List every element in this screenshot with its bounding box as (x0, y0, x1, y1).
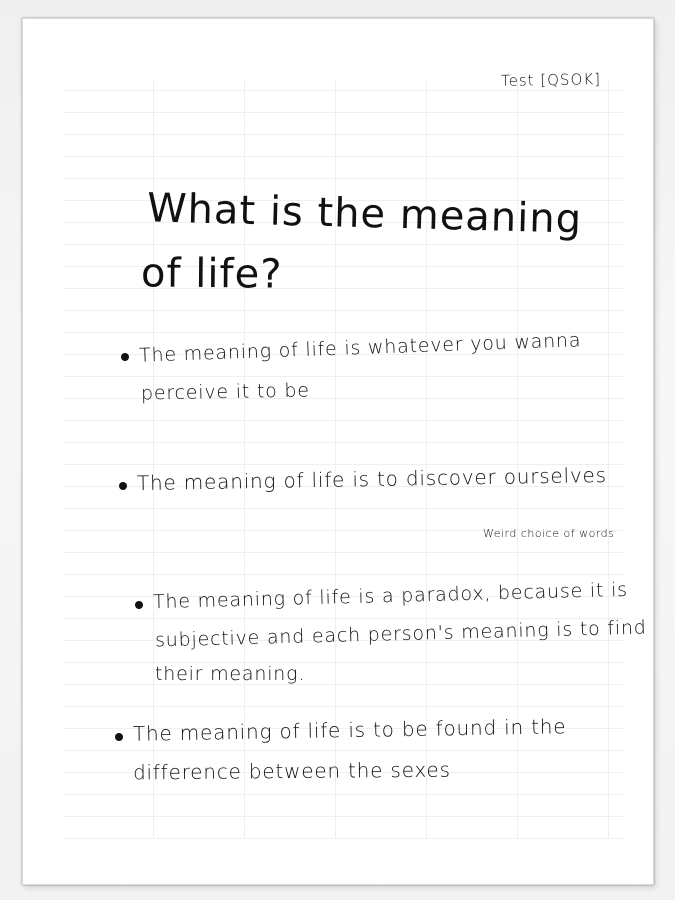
bullet-2-line-1: The meaning of life is to discover ourselves (136, 462, 608, 496)
bullet-4-line-2: difference between the sexes (132, 757, 451, 785)
page-title-line-1: What is the meaning (146, 185, 583, 243)
bullet-3-line-2: subjective and each person's meaning is to find (154, 616, 647, 652)
test-label: Test [QSOK] (500, 70, 602, 90)
bullet-point-1 (121, 353, 129, 361)
bullet-1-line-2: perceive it to be (140, 379, 310, 405)
bullet-point-3 (135, 601, 143, 609)
paper-sheet (22, 18, 654, 885)
bullet-4-line-1: The meaning of life is to be found in the (132, 714, 567, 746)
bullet-3-line-3: their meaning. (155, 663, 306, 685)
bullet-point-4 (115, 733, 123, 741)
bullet-3-line-1: The meaning of life is a paradox, because it is (152, 578, 629, 614)
bullet-point-2 (119, 482, 127, 490)
teacher-annotation: Weird choice of words (483, 527, 615, 540)
page-title-line-2: of life? (140, 250, 283, 298)
bullet-1-line-1: The meaning of life is whatever you wanna (138, 329, 582, 367)
